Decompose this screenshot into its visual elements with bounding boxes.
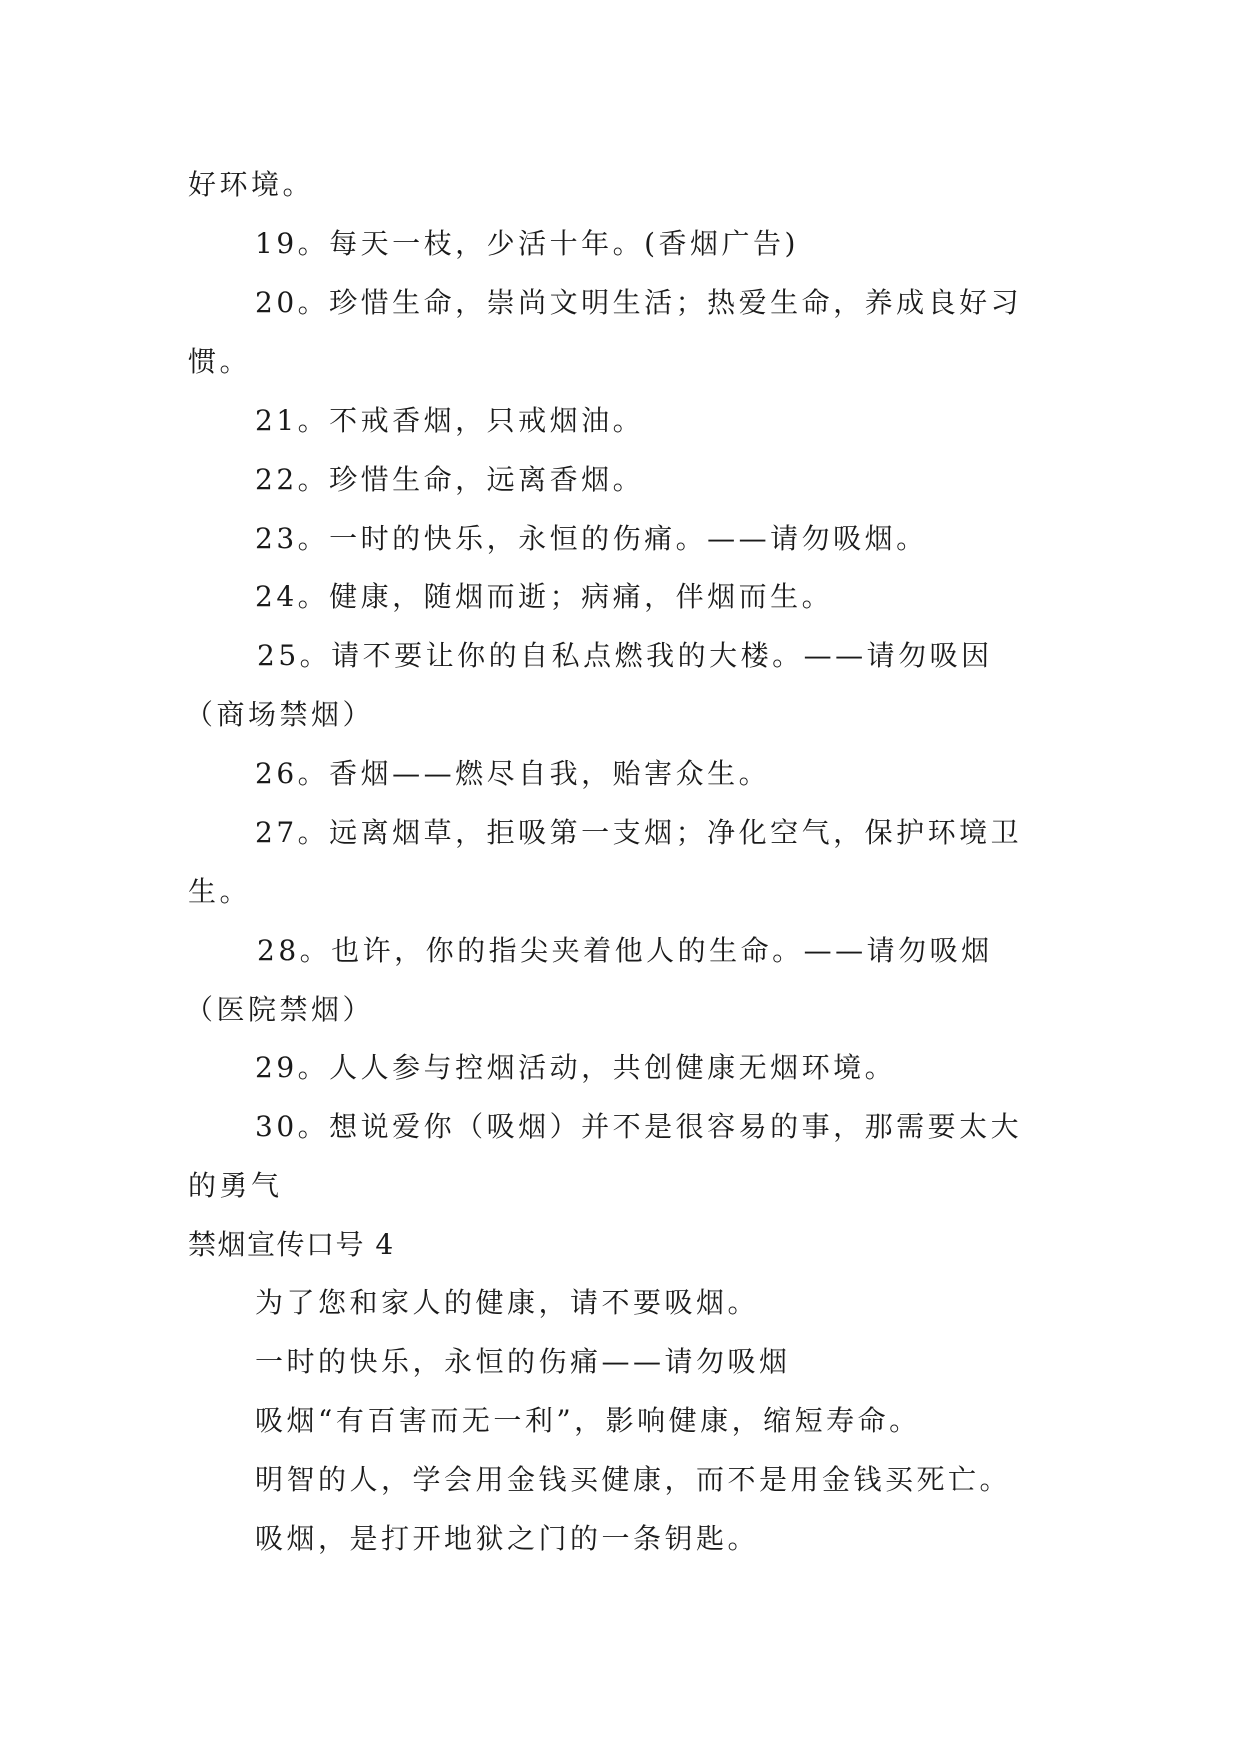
text-line: 23。一时的快乐，永恒的伤痛。——请勿吸烟。 <box>255 522 928 555</box>
text-line: 29。人人参与控烟活动，共创健康无烟环境。 <box>255 1051 897 1084</box>
text-line: （医院禁烟） <box>185 993 375 1026</box>
text-line: 惯。 <box>188 345 252 378</box>
text-line: 为了您和家人的健康，请不要吸烟。 <box>255 1286 760 1319</box>
text-line: 21。不戒香烟，只戒烟油。 <box>255 404 645 437</box>
text-line: 28。也许，你的指尖夹着他人的生命。——请勿吸烟 <box>257 934 993 967</box>
section-heading: 禁烟宣传口号 4 <box>188 1228 395 1261</box>
text-line: 22。珍惜生命，远离香烟。 <box>255 463 645 496</box>
text-line: 20。珍惜生命，崇尚文明生活；热爱生命，养成良好习 <box>255 286 1023 319</box>
text-line: 吸烟“有百害而无一利”，影响健康，缩短寿命。 <box>255 1404 921 1437</box>
text-line: 27。远离烟草，拒吸第一支烟；净化空气，保护环境卫 <box>255 816 1023 849</box>
text-line: 吸烟，是打开地狱之门的一条钥匙。 <box>255 1522 760 1555</box>
text-line: 26。香烟——燃尽自我，贻害众生。 <box>255 757 771 790</box>
text-line: 好环境。 <box>188 168 315 201</box>
text-line: 24。健康，随烟而逝；病痛，伴烟而生。 <box>255 580 834 613</box>
text-line: 一时的快乐，永恒的伤痛——请勿吸烟 <box>255 1345 791 1378</box>
text-line: 19。每天一枝，少活十年。(香烟广告) <box>255 227 799 260</box>
text-line: 明智的人，学会用金钱买健康，而不是用金钱买死亡。 <box>255 1463 1012 1496</box>
text-line: 30。想说爱你（吸烟）并不是很容易的事，那需要太大 <box>255 1110 1023 1143</box>
text-line: 生。 <box>188 875 252 908</box>
text-line: 的勇气 <box>188 1169 283 1202</box>
text-line: 25。请不要让你的自私点燃我的大楼。——请勿吸因 <box>257 639 993 672</box>
text-line: （商场禁烟） <box>185 698 375 731</box>
